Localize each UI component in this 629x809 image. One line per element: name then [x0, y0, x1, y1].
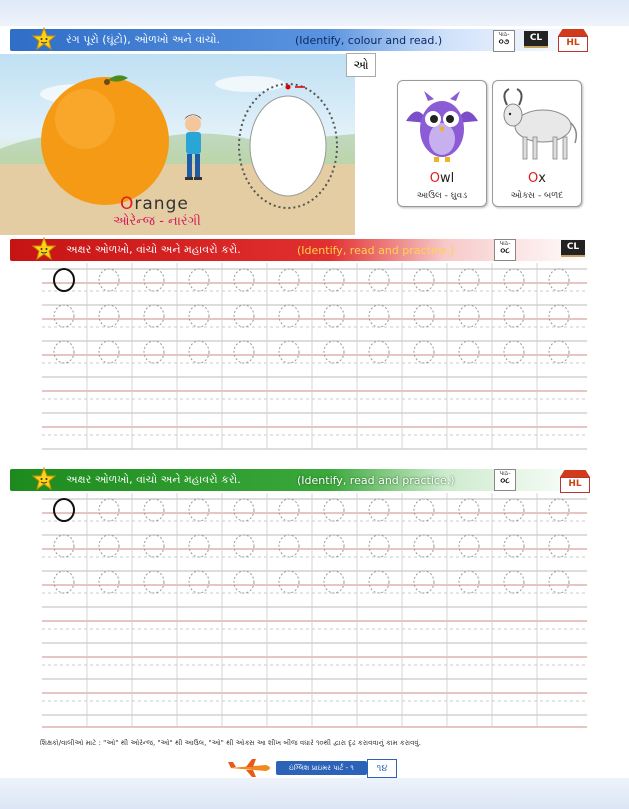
hl-badge: HL: [560, 477, 590, 493]
lesson-badge-number: ૦૮: [500, 476, 510, 485]
grid-1-lines: [42, 263, 587, 449]
orange-word-en: [120, 194, 189, 214]
page-bottom-border: [0, 778, 629, 809]
owl-word-rest: wl: [439, 171, 455, 186]
owl-word-gu: આઉલ - ઘુવડ: [416, 191, 468, 201]
owl-word-first-letter: O: [429, 171, 440, 186]
lesson-badge: [493, 30, 515, 52]
lesson-badge-label: પાઠ-: [499, 240, 511, 247]
ox-word-en: [493, 171, 581, 186]
cl-badge: CL: [561, 240, 585, 257]
ox-word-rest: x: [538, 171, 546, 186]
lesson-badge-label: પાઠ-: [498, 31, 510, 38]
orange-word-first-letter: O: [120, 194, 135, 214]
page-top-border: [0, 0, 629, 26]
practice-grid-1: [42, 263, 590, 463]
grid-2-lines: [42, 493, 587, 727]
owl-icon: [398, 81, 486, 171]
activity-2-instruction-gu: અક્ષર ઓળખો, વાંચો અને મહાવરો કરો.: [66, 243, 241, 256]
footer-note: શિક્ષકો/વાલીઓ માટે : "ઓ" થી ઓરેન્જ, "ઓ" થી આઉલ, "ઓ" થી ઓક્સ આ શીખ બીજ વધારે ૧૦થી દ્વારા દૃઢ કરાવવાનું કામ કરાવવું.: [40, 739, 422, 747]
ox-word-first-letter: O: [528, 171, 539, 186]
owl-card: [397, 80, 487, 207]
lesson-badge-number: ૦૭: [498, 37, 510, 46]
lesson-badge: [494, 239, 516, 261]
star-icon: [32, 237, 56, 261]
lesson-badge-label: પાઠ-: [499, 470, 511, 477]
activity-2-instruction-en: (Identify, read and practice.): [297, 243, 455, 257]
star-icon: [32, 467, 56, 491]
airplane-icon: [228, 758, 274, 778]
cl-badge: CL: [524, 31, 548, 48]
ox-card: [492, 80, 582, 207]
practice-grid-2: [42, 493, 590, 733]
page-number: ૧૪: [367, 759, 397, 778]
lesson-badge-number: ૦૮: [500, 246, 510, 255]
activity-1-instruction-en: (Identify, colour and read.): [295, 33, 443, 47]
activity-3-instruction-en: (Identify, read and practice.): [297, 473, 455, 487]
star-icon: [32, 27, 56, 51]
orange-scene: [0, 54, 355, 235]
lesson-badge: [494, 469, 516, 491]
activity-1-instruction-gu: રંગ પૂરો (ઘૂંટો), ઓળખો અને વાંચો.: [66, 33, 220, 46]
featured-letter: ઓ: [346, 53, 376, 77]
owl-word-en: [398, 171, 486, 186]
orange-word-gu: ઓરેન્જ - નારંગી: [113, 214, 201, 229]
activity-3-instruction-gu: અક્ષર ઓળખો, વાંચો અને મહાવરો કરો.: [66, 473, 241, 486]
book-title: ઇંગ્લિશ પ્રાઇમર પાર્ટ - ૧: [276, 761, 367, 775]
ox-word-gu: ઓક્સ - બળદ: [510, 191, 564, 201]
orange-word-rest: range: [134, 194, 189, 214]
hl-badge: HL: [558, 36, 588, 52]
ox-icon: [493, 81, 581, 171]
